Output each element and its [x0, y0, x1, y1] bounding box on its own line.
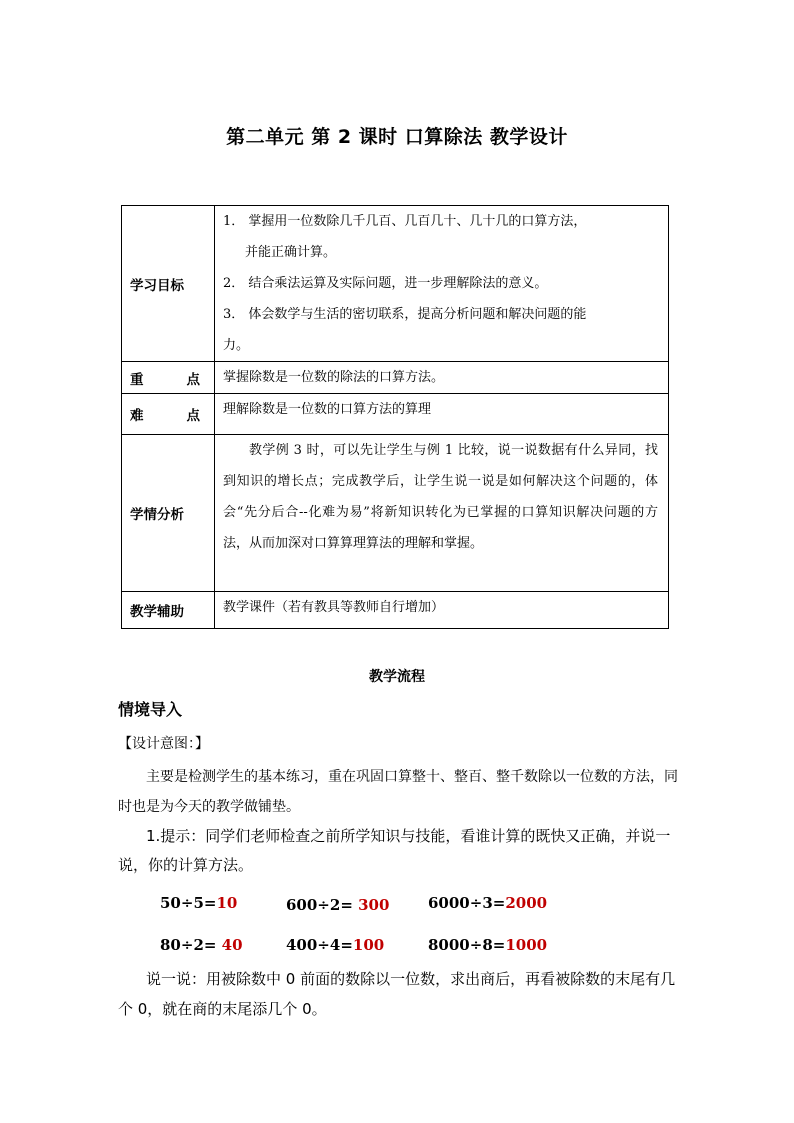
equation: [160, 936, 243, 954]
aids-cell: 教学课件（若有教具等教师自行增加）: [215, 592, 669, 629]
objective-line: 力。: [223, 338, 250, 353]
equation: [428, 936, 547, 954]
equation-answer: 300: [358, 896, 390, 914]
equation: [428, 894, 547, 912]
table-row: [122, 435, 669, 592]
label-char: 难: [130, 408, 144, 424]
intent-label: 【设计意图：】: [118, 736, 209, 752]
equation-answer: 1000: [505, 936, 548, 954]
row-label: [122, 362, 215, 394]
equation-answer: 40: [221, 936, 243, 954]
objective-line: 并能正确计算。: [245, 245, 337, 260]
equation-answer: 2000: [505, 894, 548, 912]
equation: [286, 936, 384, 954]
intent-text: 主要是检测学生的基本练习，重在巩固口算整十、整百、整千数除以一位数的方法，同时也是为今天的教学做铺垫。: [118, 769, 678, 815]
page-title: 第二单元 第 2 课时 口算除法 教学设计: [226, 126, 568, 148]
lesson-plan-table: [121, 205, 669, 629]
say-text: 说一说：用被除数中 0 前面的数除以一位数，求出商后，再看被除数的末尾有几个 0，就在商的末尾添几个 0。: [118, 970, 676, 1018]
table-row: [122, 592, 669, 629]
equation-expr: 400÷4=: [286, 936, 353, 954]
row-label: 学习目标: [122, 206, 215, 362]
difficulty-cell: 理解除数是一位数的口算方法的算理: [215, 394, 669, 435]
table-row: [122, 362, 669, 394]
equation-expr: 8000÷8=: [428, 936, 506, 954]
key-point-cell: 掌握除数是一位数的除法的口算方法。: [215, 362, 669, 394]
label-char: 点: [186, 371, 200, 388]
equation: [160, 894, 237, 912]
label-char: 重: [130, 371, 144, 388]
analysis-cell: 教学例 3 时，可以先让学生与例 1 比较，说一说数据有什么异同，找到知识的增长点；完成教学后，让学生说一说是如何解决这个问题的，体会“先分后合--化难为易”将新知识转化为已掌握的口算知识解决问题的方法，从而加深对口算算理算法的理解和掌握。: [215, 435, 669, 592]
equation-expr: 6000÷3=: [428, 894, 506, 912]
section-heading: 情境导入: [118, 700, 183, 719]
objective-line: 2． 结合乘法运算及实际问题，进一步理解除法的意义。: [223, 276, 548, 291]
objective-line: 1． 掌握用一位数除几千几百、几百几十、几十几的口算方法，: [223, 214, 587, 229]
flow-title: 教学流程: [369, 669, 425, 685]
equation-answer: 100: [352, 936, 385, 954]
tip-text: 1.提示：同学们老师检查之前所学知识与技能，看谁计算的既快又正确，并说一说，你的计算方法。: [118, 827, 671, 874]
equation: [286, 896, 389, 914]
table-row: [122, 394, 669, 435]
table-row: [122, 206, 669, 362]
objectives-cell: [215, 206, 669, 362]
objective-line: 3． 体会数学与生活的密切联系，提高分析问题和解决问题的能: [223, 307, 587, 322]
label-char: 点: [186, 408, 200, 424]
equation-expr: 600÷2=: [286, 896, 359, 914]
equation-expr: 80÷2=: [160, 936, 222, 954]
equation-expr: 50÷5=: [160, 894, 217, 912]
row-label: 学情分析: [122, 435, 215, 592]
row-label: [122, 394, 215, 435]
equation-answer: 10: [216, 894, 238, 912]
row-label: 教学辅助: [122, 592, 215, 629]
